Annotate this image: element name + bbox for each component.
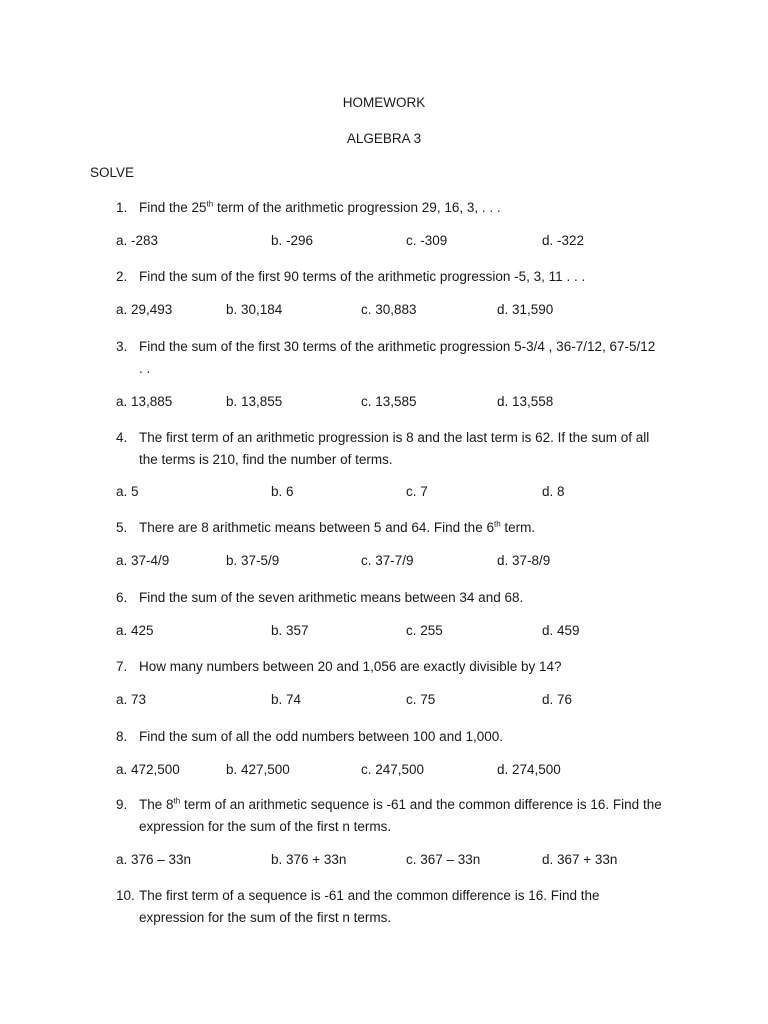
question-text-continuation: expression for the sum of the first n terms. xyxy=(139,819,392,834)
option-c: c. -309 xyxy=(406,233,448,248)
option-a: a. 472,500 xyxy=(116,762,180,777)
question-number: 2. xyxy=(116,269,128,284)
question-6 xyxy=(116,587,686,609)
option-a: a. 73 xyxy=(116,692,147,707)
option-c: c. 37-7/9 xyxy=(361,553,414,568)
option-a: a. 29,493 xyxy=(116,302,173,317)
answer-options-8 xyxy=(116,762,676,782)
option-a: a. 37-4/9 xyxy=(116,553,170,568)
question-8 xyxy=(116,726,686,748)
option-b: b. 37-5/9 xyxy=(226,553,280,568)
question-text: There are 8 arithmetic means between 5 and 64. Find the 6th term. xyxy=(139,519,536,535)
question-text: The first term of a sequence is -61 and the common difference is 16. Find the xyxy=(139,888,600,903)
question-2 xyxy=(116,266,686,288)
answer-options-2 xyxy=(116,302,676,322)
page-subtitle: ALGEBRA 3 xyxy=(346,131,422,146)
question-number: 4. xyxy=(116,430,128,445)
option-d: d. 367 + 33n xyxy=(542,852,618,867)
option-d: d. 31,590 xyxy=(497,302,554,317)
option-a: a. 5 xyxy=(116,484,139,499)
question-text-continuation: expression for the sum of the first n terms. xyxy=(139,910,392,925)
option-a: a. -283 xyxy=(116,233,159,248)
option-d: d. 8 xyxy=(542,484,565,499)
question-number: 10. xyxy=(116,888,135,903)
question-4 xyxy=(116,427,686,471)
question-text: Find the sum of the first 30 terms of the arithmetic progression 5-3/4 , 36-7/12, 67-5/12 xyxy=(139,339,656,354)
option-c: c. 13,585 xyxy=(361,394,417,409)
question-3 xyxy=(116,336,686,380)
answer-options-4 xyxy=(116,484,676,504)
question-text: Find the 25th term of the arithmetic progression 29, 16, 3, . . . xyxy=(139,199,501,215)
option-c: c. 7 xyxy=(406,484,428,499)
answer-options-7 xyxy=(116,692,676,712)
question-9 xyxy=(116,794,686,838)
question-10 xyxy=(116,885,686,929)
option-c: c. 247,500 xyxy=(361,762,425,777)
page-title: HOMEWORK xyxy=(342,95,426,110)
question-text: Find the sum of the first 90 terms of the arithmetic progression -5, 3, 11 . . . xyxy=(139,269,586,284)
answer-options-6 xyxy=(116,623,676,643)
option-a: a. 13,885 xyxy=(116,394,173,409)
question-text: The first term of an arithmetic progression is 8 and the last term is 62. If the sum of all xyxy=(139,430,650,445)
option-d: d. 37-8/9 xyxy=(497,553,551,568)
question-1 xyxy=(116,197,686,219)
answer-options-3 xyxy=(116,394,676,414)
answer-options-1 xyxy=(116,233,676,253)
question-number: 5. xyxy=(116,520,128,535)
option-b: b. 74 xyxy=(271,692,302,707)
answer-options-9 xyxy=(116,852,676,872)
question-5 xyxy=(116,517,686,539)
question-text: Find the sum of the seven arithmetic means between 34 and 68. xyxy=(139,590,524,605)
option-d: d. 13,558 xyxy=(497,394,554,409)
option-b: b. 30,184 xyxy=(226,302,283,317)
question-7 xyxy=(116,656,686,678)
question-number: 3. xyxy=(116,339,128,354)
option-c: c. 255 xyxy=(406,623,443,638)
option-d: d. 274,500 xyxy=(497,762,561,777)
option-b: b. 13,855 xyxy=(226,394,283,409)
instruction-label: SOLVE xyxy=(90,165,135,180)
question-text: How many numbers between 20 and 1,056 are exactly divisible by 14? xyxy=(139,659,562,674)
option-b: b. 376 + 33n xyxy=(271,852,347,867)
option-c: c. 75 xyxy=(406,692,436,707)
question-text-continuation: the terms is 210, find the number of terms. xyxy=(139,452,393,467)
option-b: b. 427,500 xyxy=(226,762,290,777)
question-text: The 8th term of an arithmetic sequence is -61 and the common difference is 16. Find the xyxy=(139,796,662,812)
option-a: a. 376 – 33n xyxy=(116,852,192,867)
option-d: d. 76 xyxy=(542,692,573,707)
question-number: 6. xyxy=(116,590,128,605)
option-b: b. -296 xyxy=(271,233,314,248)
option-d: d. 459 xyxy=(542,623,580,638)
option-b: b. 6 xyxy=(271,484,294,499)
option-c: c. 30,883 xyxy=(361,302,417,317)
question-number: 8. xyxy=(116,729,128,744)
question-text: Find the sum of all the odd numbers between 100 and 1,000. xyxy=(139,729,503,744)
answer-options-5 xyxy=(116,553,676,573)
question-number: 7. xyxy=(116,659,128,674)
option-d: d. -322 xyxy=(542,233,585,248)
question-text-continuation: . . xyxy=(139,361,151,376)
question-number: 9. xyxy=(116,797,128,812)
option-c: c. 367 – 33n xyxy=(406,852,481,867)
option-a: a. 425 xyxy=(116,623,154,638)
option-b: b. 357 xyxy=(271,623,309,638)
question-number: 1. xyxy=(116,200,128,215)
